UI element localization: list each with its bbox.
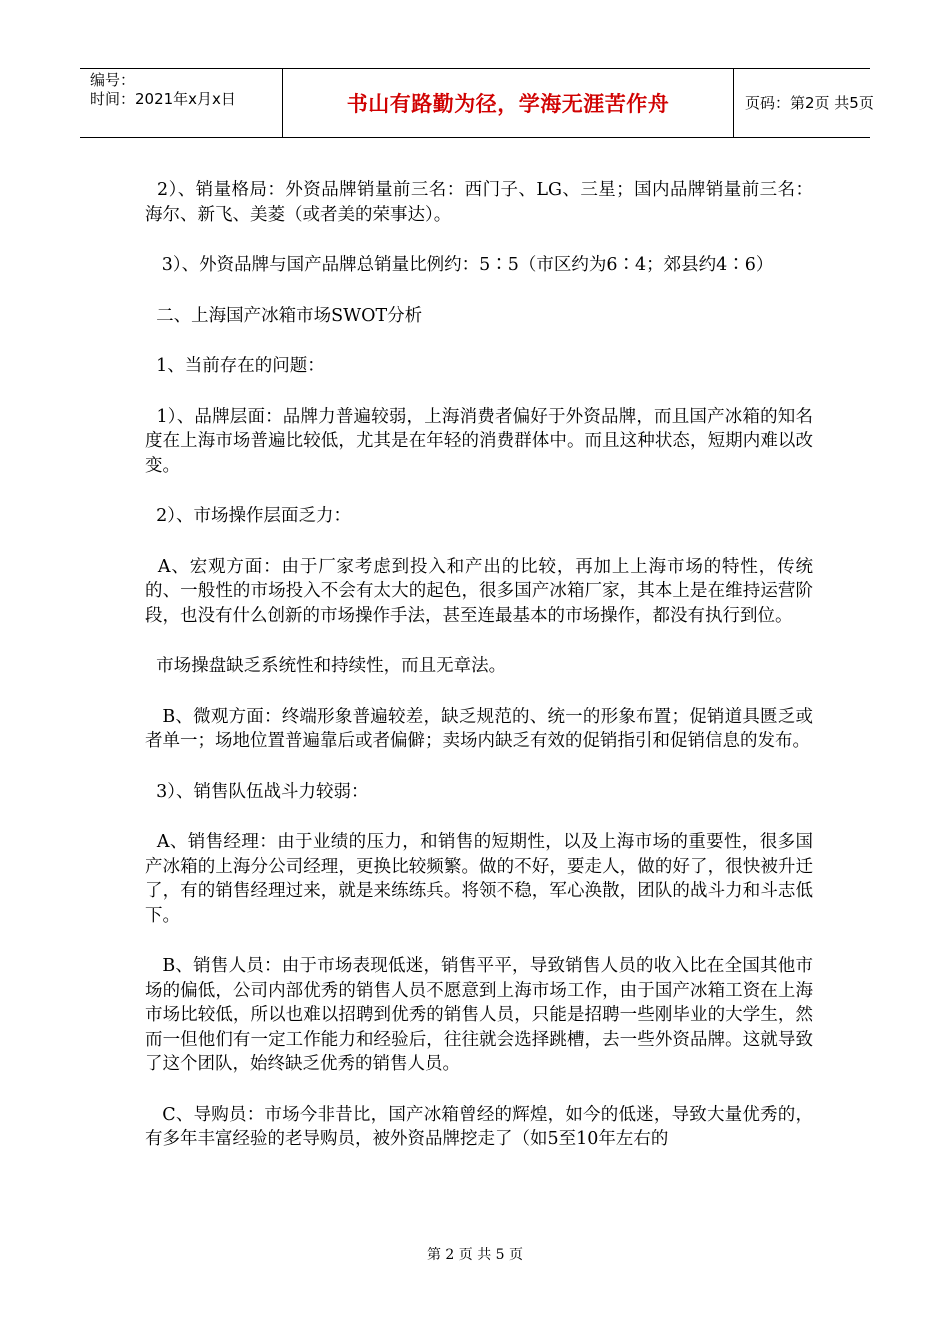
paragraph-brand-level: 1）、品牌层面：品牌力普遍较弱，上海消费者偏好于外资品牌，而且国产冰箱的知名度在上海市场普遍比较低，尤其是在年轻的消费群体中。而且这种状态，短期内难以改变。 [145,406,813,476]
header-page-cell [734,69,874,137]
subheading-market-operation: 2）、市场操作层面乏力： [145,506,352,526]
document-date-label: 时间：2021年x月x日 [90,90,236,108]
paragraph-sales-ratio: 3）、外资品牌与国产品牌总销量比例约：5∶5（市区约为6∶4；郊县约4∶6） [145,255,774,275]
header-motto-cell [282,69,734,137]
paragraph-micro-aspect: B、微观方面：终端形象普遍较差，缺乏规范的、统一的形象布置；促销道具匮乏或者单一；场地位置普遍靠后或者偏僻；卖场内缺乏有效的促销指引和促销信息的发布。 [145,706,813,751]
paragraph-sales-pattern: 2）、销量格局：外资品牌销量前三名：西门子、LG、三星；国内品牌销量前三名：海尔、新飞、美菱（或者美的荣事达）。 [145,180,813,225]
header-left-cell [80,69,282,137]
subheading-current-problems: 1、当前存在的问题： [145,356,325,376]
subheading-sales-team: 3）、销售队伍战斗力较弱： [145,781,369,802]
paragraph-shopping-guide: C、导购员：市场今非昔比，国产冰箱曾经的辉煌，如今的低迷，导致大量优秀的，有多年丰富经验的老导购员，被外资品牌挖走了（如5至10年左右的 [145,1104,813,1149]
paragraph-sales-manager: A、销售经理：由于业绩的压力，和销售的短期性，以及上海市场的重要性，很多国产冰箱的上海分公司经理，更换比较频繁。做的不好，要走人，做的好了，很快被升迁了，有的销售经理过来，就是来练练兵。将领不稳，军心涣散，团队的战斗力和斗志低下。 [145,832,813,926]
page-footer: 第 2 页 共 5 页 [426,1247,524,1263]
document-body [145,178,813,1178]
section-heading-swot: 二、上海国产冰箱市场SWOT分析 [145,305,423,326]
document-number-label: 编号： [90,71,136,89]
header-motto: 书山有路勤为径，学海无涯苦作舟 [346,92,670,116]
paragraph-macro-aspect: A、宏观方面：由于厂家考虑到投入和产出的比较，再加上上海市场的特性，传统的、一般性的市场投入不会有太大的起色，很多国产冰箱厂家，其本上是在维持运营阶段，也没有什么创新的市场操作手法，甚至连最基本的市场操作，都没有执行到位。 [145,556,813,626]
paragraph-sales-staff: B、销售人员：由于市场表现低迷，销售平平，导致销售人员的收入比在全国其他市场的偏低，公司内部优秀的销售人员不愿意到上海市场工作，由于国产冰箱工资在上海市场比较低，所以也难以招聘到优秀的销售人员，只能是招聘一些刚毕业的大学生，然而一但他们有一定工作能力和经验后，往往就会选择跳槽，去一些外资品牌。这就导致了这个团队，始终缺乏优秀的销售人员。 [145,956,813,1074]
document-header [80,68,874,138]
paragraph-market-operation-summary: 市场操盘缺乏系统性和持续性，而且无章法。 [145,656,507,676]
header-page-number: 页码：第2页 共5页 [745,94,874,112]
